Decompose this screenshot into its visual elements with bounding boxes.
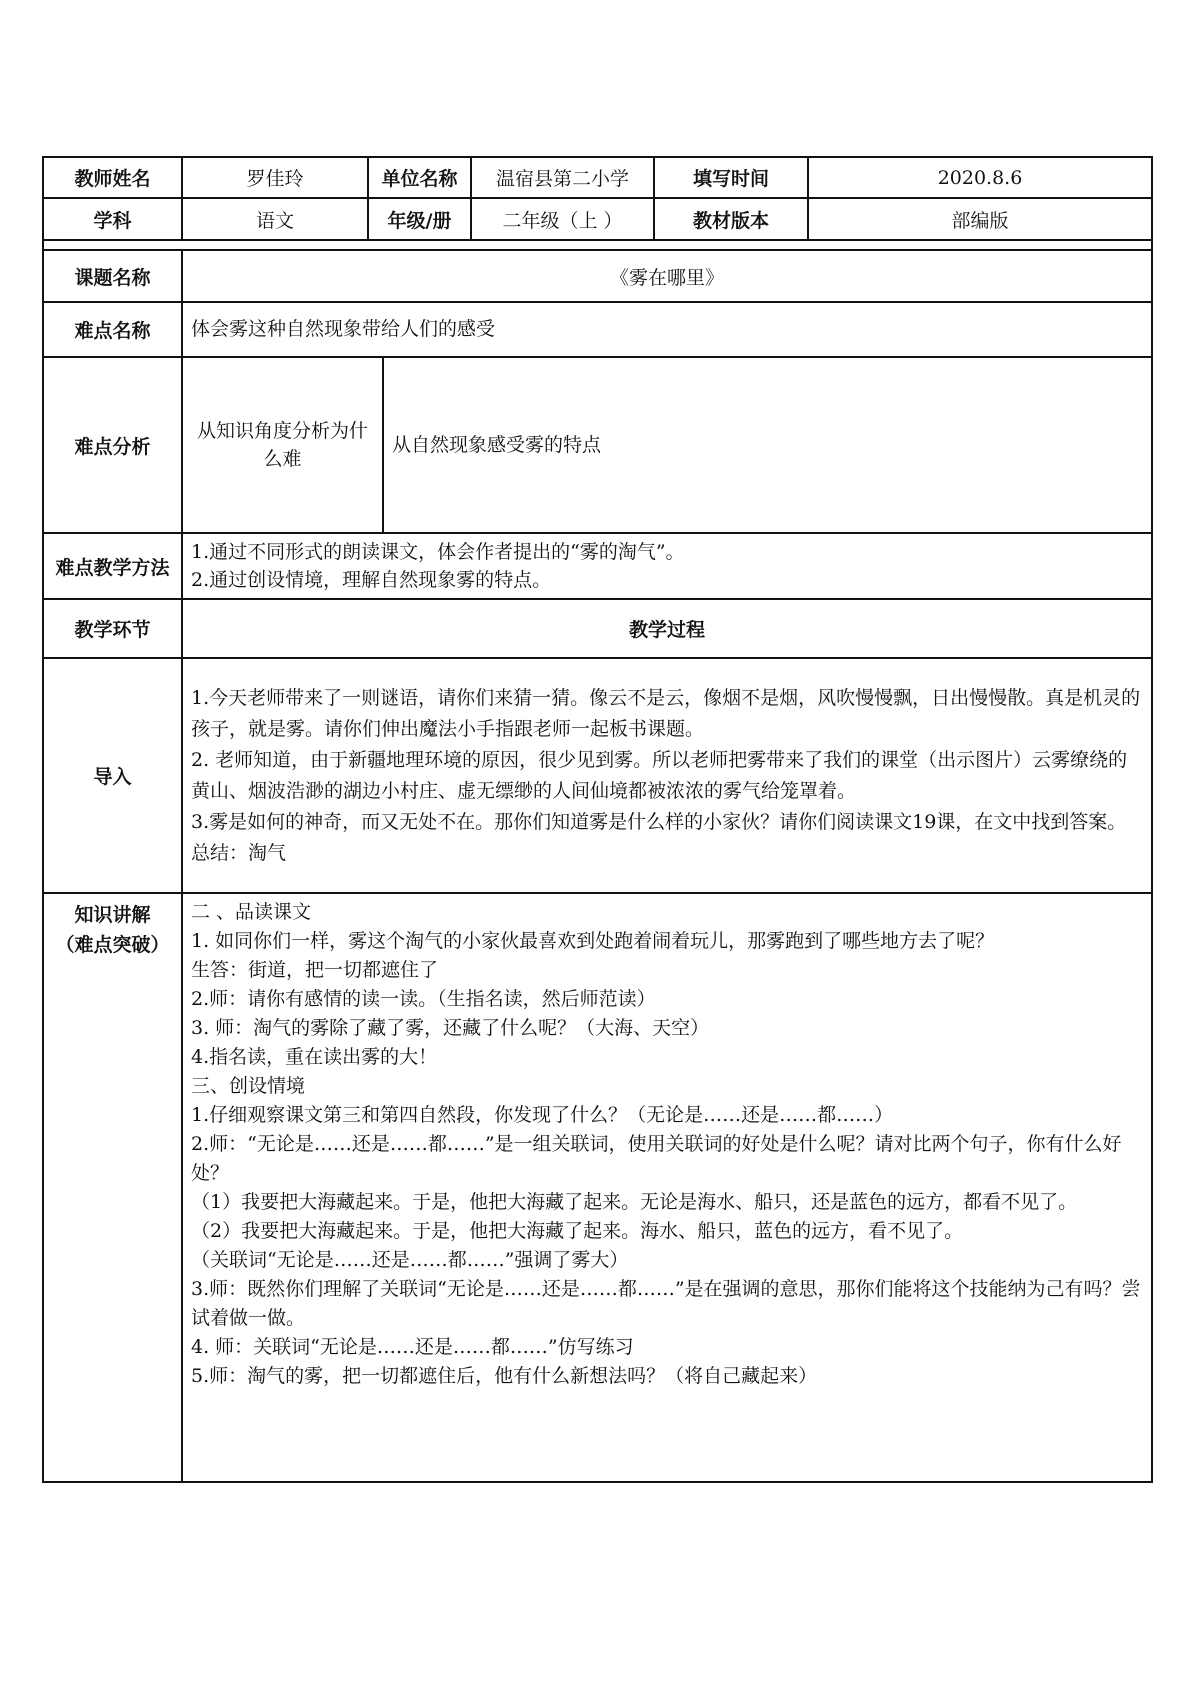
header-row-2 (43, 198, 1152, 240)
intro-label: 导入 (43, 658, 182, 893)
knowledge-label-line1: 知识讲解 (74, 904, 151, 926)
header-row-1 (43, 157, 1152, 198)
knowledge-line: 5.师：淘气的雾，把一切都遮住后，他有什么新想法吗？（将自己藏起来） (191, 1365, 818, 1387)
knowledge-label-line2: （难点突破） (55, 934, 170, 956)
process-section-title: 教学过程 (182, 599, 1152, 658)
date-label: 填写时间 (654, 157, 808, 198)
intro-line: 3.雾是如何的神奇，而又无处不在。那你们知道雾是什么样的小家伙？请你们阅读课文19课，在文中找到答案。 (191, 810, 1127, 833)
knowledge-line: 4. 师：关联词“无论是……还是……都……”仿写练习 (191, 1336, 634, 1358)
knowledge-label (43, 893, 182, 1482)
subject-label: 学科 (43, 198, 182, 240)
topic-row (43, 250, 1152, 302)
analysis-row (43, 357, 1152, 533)
teacher-label: 教师姓名 (43, 157, 182, 198)
method-text (182, 533, 1152, 599)
teacher-value: 罗佳玲 (182, 157, 368, 198)
knowledge-line: 2.师：“无论是……还是……都……”是一组关联词，使用关联词的好处是什么呢？请对比两个句子，你有什么好处？ (191, 1133, 1122, 1184)
analysis-value: 从自然现象感受雾的特点 (392, 433, 602, 456)
intro-line: 总结：淘气 (191, 841, 287, 864)
knowledge-line: （1）我要把大海藏起来。于是，他把大海藏了起来。无论是海水、船只，还是蓝色的远方，都看不见了。 (191, 1191, 1078, 1213)
lesson-plan-sheet (42, 156, 1151, 1483)
analysis-label: 难点分析 (43, 357, 182, 533)
edition-value: 部编版 (808, 198, 1152, 240)
knowledge-line: 三、创设情境 (191, 1075, 306, 1097)
difficulty-value: 体会雾这种自然现象带给人们的感受 (182, 302, 1152, 357)
process-section-label: 教学环节 (43, 599, 182, 658)
knowledge-line: 3.师：既然你们理解了关联词“无论是……还是……都……”是在强调的意思，那你们能将这个技能纳为己有吗？尝试着做一做。 (191, 1278, 1141, 1329)
intro-row (43, 658, 1152, 893)
knowledge-line: 2.师：请你有感情的读一读。（生指名读，然后师范读） (191, 988, 656, 1010)
topic-label: 课题名称 (43, 250, 182, 302)
method-row (43, 533, 1152, 599)
knowledge-line: 二 、品读课文 (191, 901, 312, 923)
topic-value: 《雾在哪里》 (182, 250, 1152, 302)
method-label: 难点教学方法 (43, 533, 182, 599)
difficulty-label: 难点名称 (43, 302, 182, 357)
grade-value: 二年级（上 ） (471, 198, 654, 240)
knowledge-line: 生答：街道，把一切都遮住了 (191, 959, 439, 981)
knowledge-line: 4.指名读，重在读出雾的大！ (191, 1046, 438, 1068)
intro-text (182, 658, 1152, 893)
spacer-row (43, 240, 1152, 250)
lesson-plan-table (42, 156, 1153, 1483)
edition-label: 教材版本 (654, 198, 808, 240)
subject-value: 语文 (182, 198, 368, 240)
analysis-inner (183, 358, 1151, 532)
unit-label: 单位名称 (368, 157, 471, 198)
knowledge-row (43, 893, 1152, 1482)
method-line: 1.通过不同形式的朗读课文，体会作者提出的“雾的淘气”。 (191, 541, 685, 563)
knowledge-line: 1. 如同你们一样，雾这个淘气的小家伙最喜欢到处跑着闹着玩儿，那雾跑到了哪些地方去了呢？ (191, 930, 995, 952)
difficulty-row (43, 302, 1152, 357)
analysis-sub-label: 从知识角度分析为什么难 (183, 358, 383, 532)
knowledge-line: 3. 师：淘气的雾除了藏了雾，还藏了什么呢？（大海、天空） (191, 1017, 710, 1039)
date-value: 2020.8.6 (808, 157, 1152, 198)
knowledge-line: 1.仔细观察课文第三和第四自然段，你发现了什么？（无论是……还是……都……） (191, 1104, 894, 1126)
process-header-row (43, 599, 1152, 658)
knowledge-line: （关联词“无论是……还是……都……”强调了雾大） (191, 1249, 629, 1271)
method-line: 2.通过创设情境，理解自然现象雾的特点。 (191, 569, 552, 591)
knowledge-text (182, 893, 1152, 1482)
grade-label: 年级/册 (368, 198, 471, 240)
intro-line: 1.今天老师带来了一则谜语，请你们来猜一猜。像云不是云，像烟不是烟，风吹慢慢飘，日出慢慢散。真是机灵的孩子，就是雾。请你们伸出魔法小手指跟老师一起板书课题。 (191, 686, 1141, 740)
knowledge-line: （2）我要把大海藏起来。于是，他把大海藏了起来。海水、船只，蓝色的远方，看不见了。 (191, 1220, 964, 1242)
unit-value: 温宿县第二小学 (471, 157, 654, 198)
intro-line: 2. 老师知道，由于新疆地理环境的原因，很少见到雾。所以老师把雾带来了我们的课堂（出示图片）云雾缭绕的黄山、烟波浩渺的湖边小村庄、虚无缥缈的人间仙境都被浓浓的雾气给笼罩着。 (191, 748, 1128, 802)
